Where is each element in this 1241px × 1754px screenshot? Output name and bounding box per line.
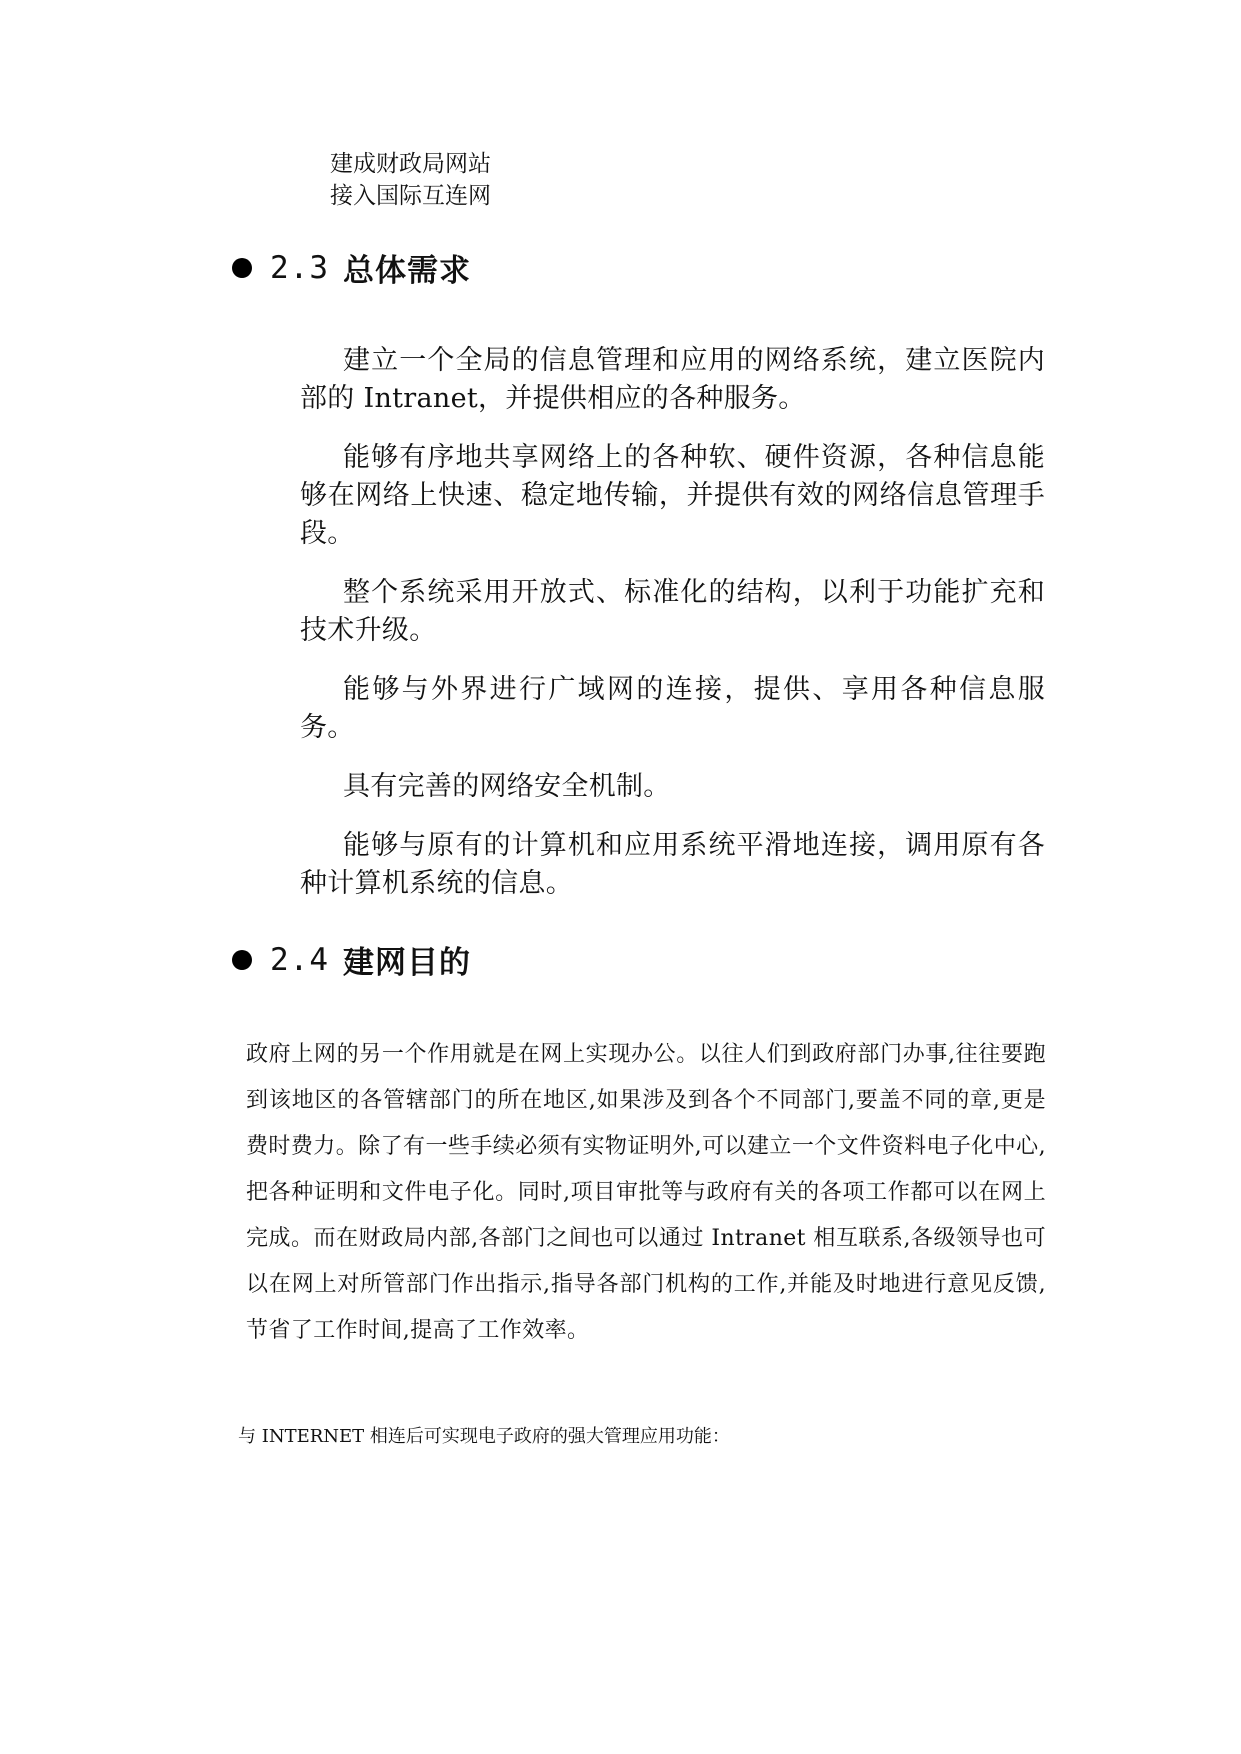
section-title: 建网目的 <box>343 945 471 981</box>
section-heading-2-3 <box>232 245 471 290</box>
requirement-paragraph: 建立一个全局的信息管理和应用的网络系统，建立医院内部的 Intranet，并提供相应的各种服务。 <box>300 345 1045 414</box>
top-list-item: 接入国际互连网 <box>330 183 491 209</box>
top-list <box>330 148 491 212</box>
requirement-paragraph: 整个系统采用开放式、标准化的结构，以利于功能扩充和技术升级。 <box>300 577 1045 646</box>
internet-functions-intro: 与 INTERNET 相连后可实现电子政府的强大管理应用功能： <box>238 1426 730 1447</box>
section-title: 总体需求 <box>343 253 471 289</box>
bullet-icon <box>232 258 252 278</box>
bullet-icon <box>232 950 252 970</box>
requirement-paragraph: 能够与外界进行广域网的连接，提供、享用各种信息服务。 <box>300 674 1045 743</box>
requirements-body <box>300 342 1045 924</box>
purpose-paragraph: 政府上网的另一个作用就是在网上实现办公。以往人们到政府部门办事,往往要跑到该地区的各管辖部门的所在地区,如果涉及到各个不同部门,要盖不同的章,更是费时费力。除了有一些手续必须有实物证明外,可以建立一个文件资料电子化中心,把各种证明和文件电子化。同时,项目审批等与政府有关的各项工作都可以在网上完成。而在财政局内部,各部门之间也可以通过 Intranet 相互联系,各级领导也可以在网上对所管部门作出指示,指导各部门机构的工作,并能及时地进行意见反馈,节省了工作时间,提高了工作效率。 <box>246 1042 1046 1343</box>
requirement-paragraph: 能够与原有的计算机和应用系统平滑地连接，调用原有各种计算机系统的信息。 <box>300 830 1045 899</box>
section-number: 2.3 <box>270 249 329 286</box>
section-number: 2.4 <box>270 941 329 978</box>
section-heading-2-4 <box>232 937 471 982</box>
requirement-paragraph: 具有完善的网络安全机制。 <box>343 771 671 802</box>
top-list-item: 建成财政局网站 <box>330 151 491 177</box>
requirement-paragraph: 能够有序地共享网络上的各种软、硬件资源，各种信息能够在网络上快速、稳定地传输，并提供有效的网络信息管理手段。 <box>300 442 1045 549</box>
